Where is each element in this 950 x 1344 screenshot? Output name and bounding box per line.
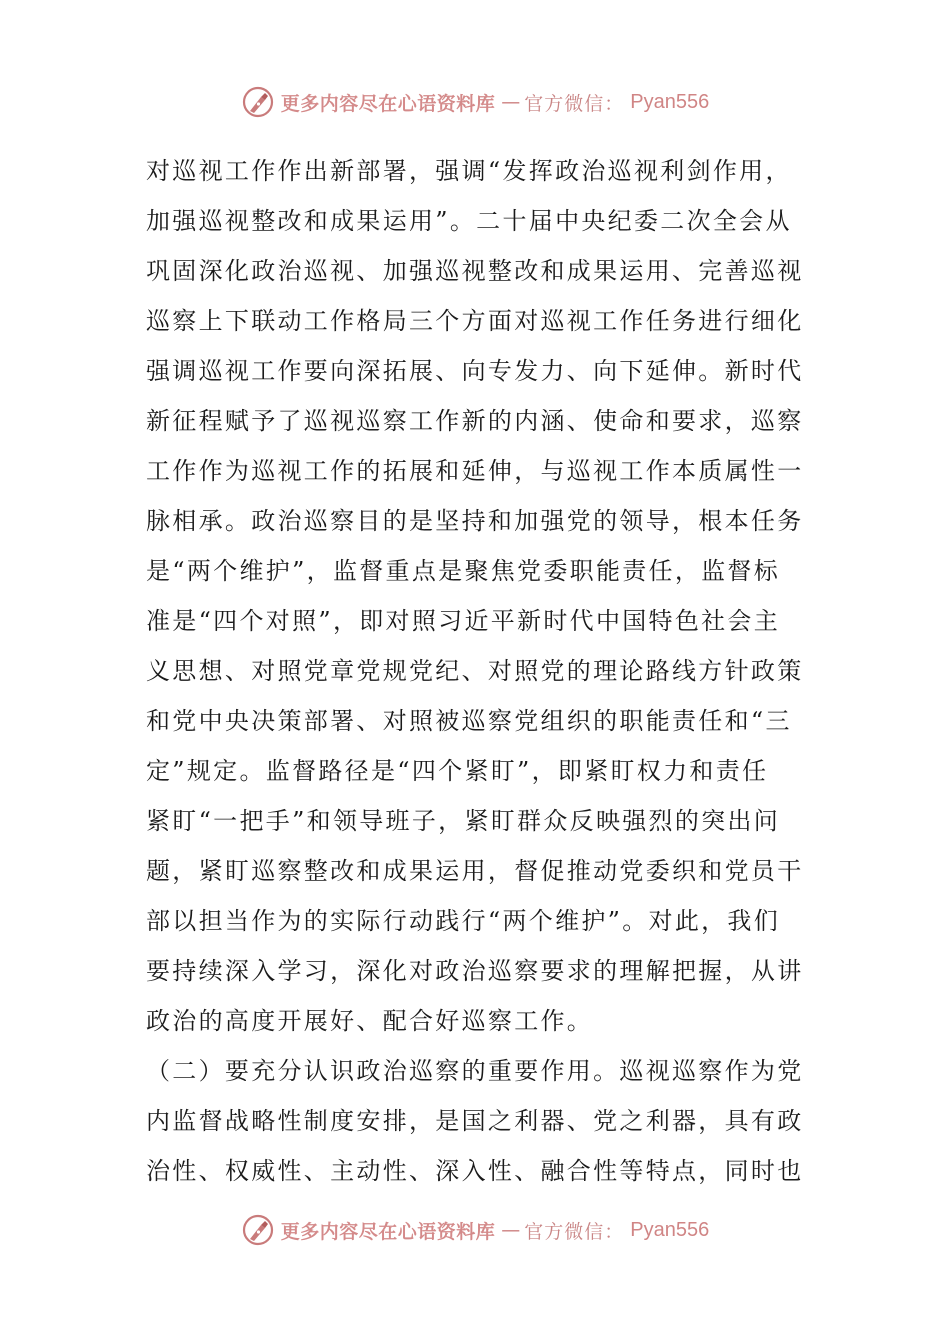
watermark-title: 更多内容尽在心语资料库	[280, 92, 496, 115]
text-line: 定”规定。监督路径是“四个紧盯”，即紧盯权力和责任	[146, 757, 769, 785]
text-line: （二）要充分认识政治巡察的重要作用。巡视巡察作为党	[146, 1057, 804, 1085]
watermark-title: 更多内容尽在心语资料库	[280, 1220, 496, 1243]
watermark-dash: —	[501, 91, 519, 113]
text-line: 义思想、对照党章党规党纪、对照党的理论路线方针政策	[146, 657, 804, 685]
watermark-wechat-label: 官方微信：	[524, 1220, 625, 1243]
text-line: 和党中央决策部署、对照被巡察党组织的职能责任和“三	[146, 707, 792, 735]
text-line: 部以担当作为的实际行动践行“两个维护”。对此，我们	[146, 907, 781, 935]
text-line: 强调巡视工作要向深拓展、向专发力、向下延伸。新时代	[146, 357, 804, 385]
text-line: 巡察上下联动工作格局三个方面对巡视工作任务进行细化	[146, 307, 804, 335]
text-line: 政治的高度开展好、配合好巡察工作。	[146, 1007, 594, 1035]
text-line: 准是“四个对照”，即对照习近平新时代中国特色社会主	[146, 607, 781, 635]
pen-nib-circle-icon	[241, 85, 275, 119]
text-line: 工作作为巡视工作的拓展和延伸，与巡视工作本质属性一	[146, 457, 804, 485]
watermark-wechat-id: Pyan556	[630, 1218, 710, 1241]
document-body	[146, 146, 806, 1196]
text-line: 内监督战略性制度安排，是国之利器、党之利器，具有政	[146, 1107, 804, 1135]
text-line: 题，紧盯巡察整改和成果运用，督促推动党委织和党员干	[146, 857, 804, 885]
text-line: 巩固深化政治巡视、加强巡视整改和成果运用、完善巡视	[146, 257, 804, 285]
paragraph	[146, 146, 806, 1046]
paragraph	[146, 1046, 806, 1196]
watermark-wechat-label: 官方微信：	[524, 92, 625, 115]
text-line: 要持续深入学习，深化对政治巡察要求的理解把握，从讲	[146, 957, 804, 985]
watermark-wechat-id: Pyan556	[630, 90, 710, 113]
text-line: 加强巡视整改和成果运用”。二十届中央纪委二次全会从	[146, 207, 792, 235]
text-line: 脉相承。政治巡察目的是坚持和加强党的领导，根本任务	[146, 507, 804, 535]
text-line: 是“两个维护”，监督重点是聚焦党委职能责任，监督标	[146, 557, 781, 585]
text-line: 新征程赋予了巡视巡察工作新的内涵、使命和要求，巡察	[146, 407, 804, 435]
text-line: 对巡视工作作出新部署，强调“发挥政治巡视利剑作用，	[146, 157, 792, 185]
pen-nib-circle-icon	[241, 1213, 275, 1247]
header-watermark	[0, 82, 950, 122]
text-line: 治性、权威性、主动性、深入性、融合性等特点，同时也	[146, 1157, 804, 1185]
footer-watermark	[0, 1210, 950, 1250]
text-line: 紧盯“一把手”和领导班子，紧盯群众反映强烈的突出问	[146, 807, 781, 835]
watermark-dash: —	[501, 1219, 519, 1241]
